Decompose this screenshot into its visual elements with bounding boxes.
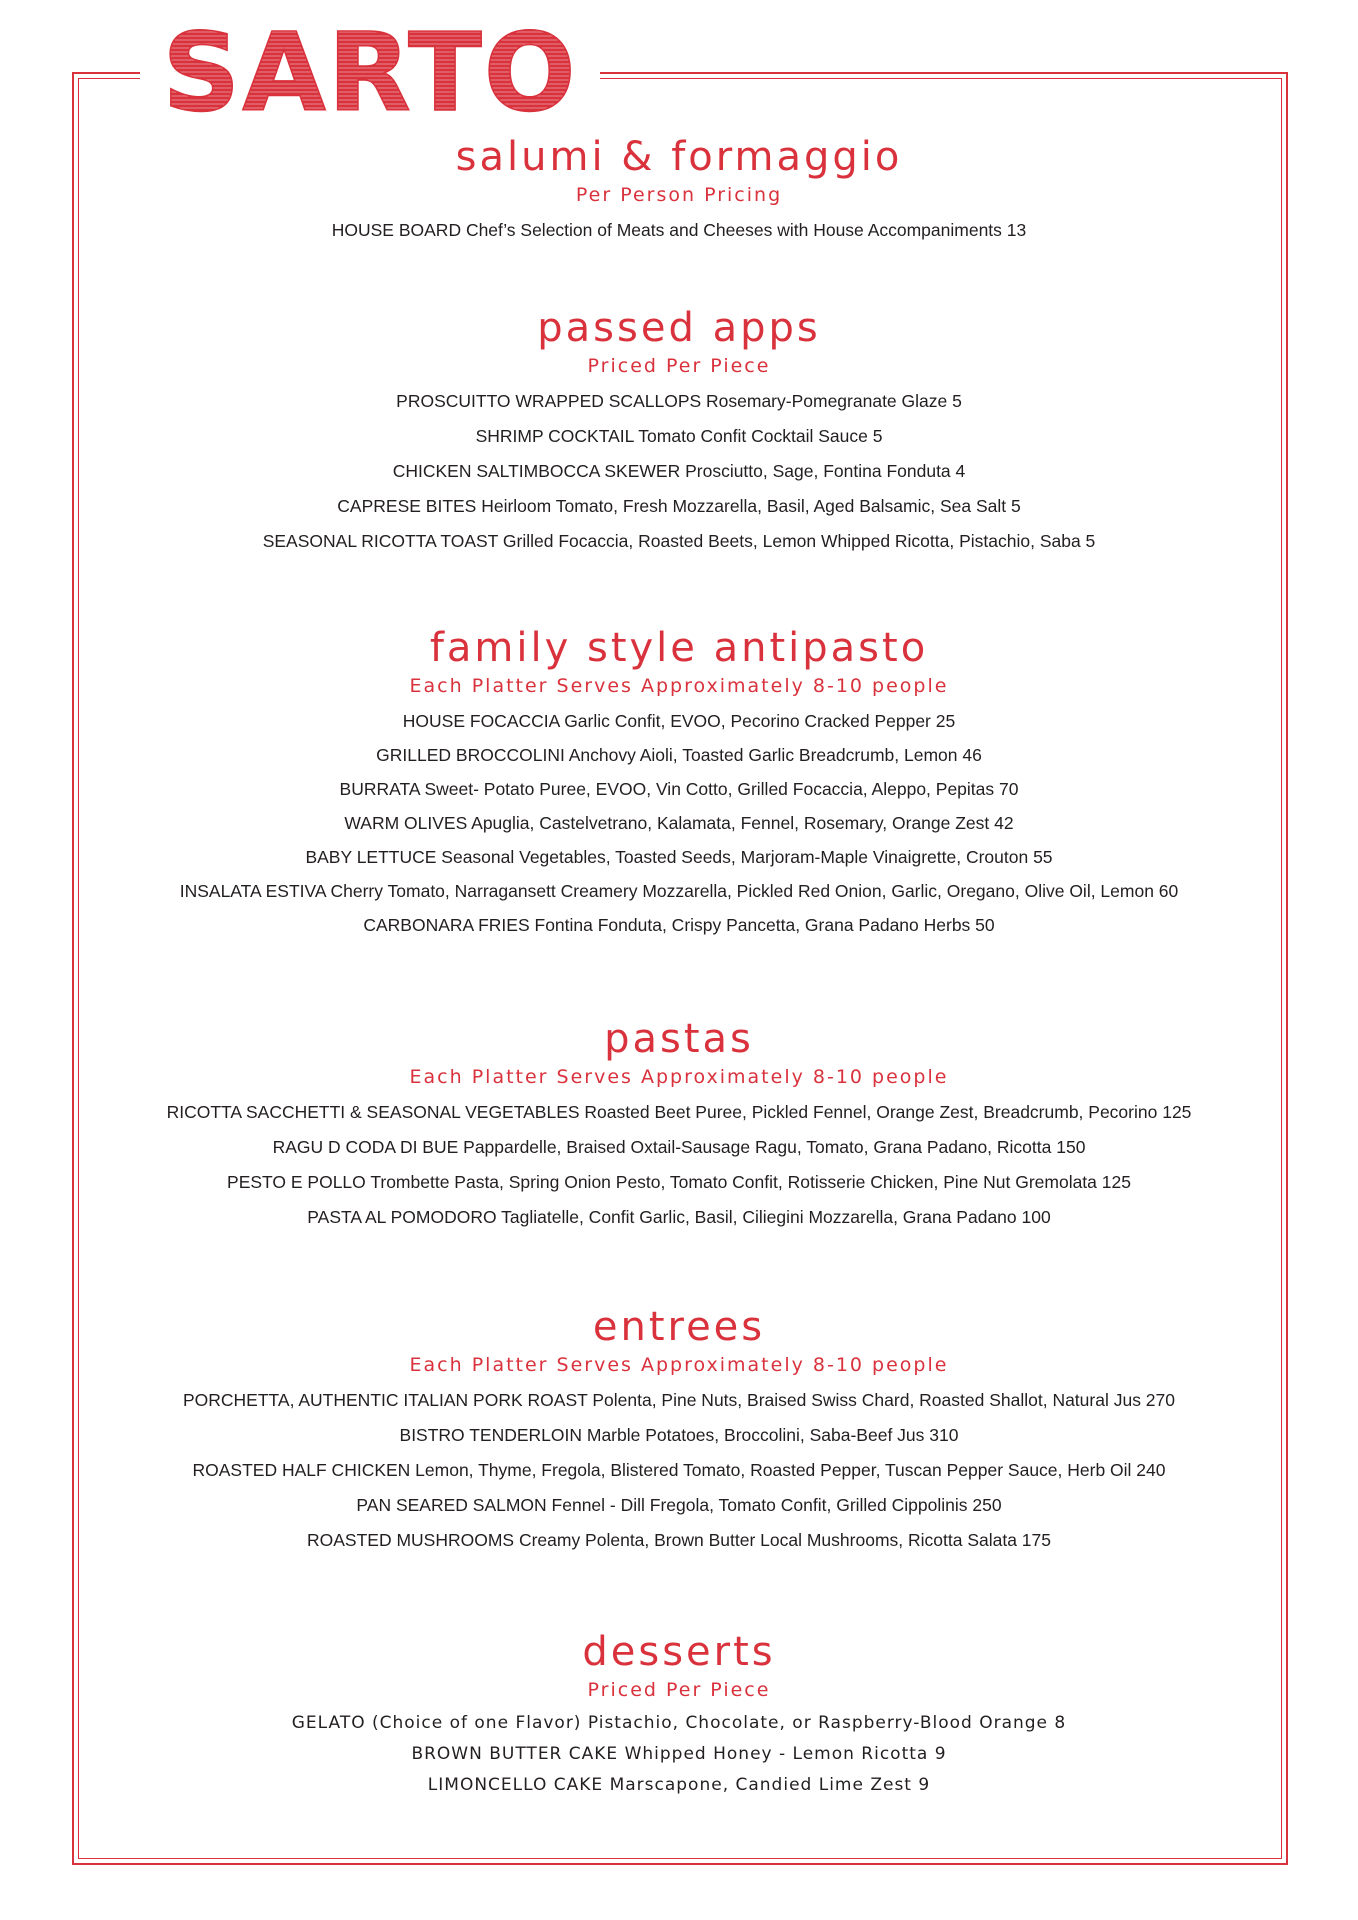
section-title: family style antipasto	[429, 625, 929, 671]
menu-item: HOUSE BOARD Chef’s Selection of Meats and Cheeses with House Accompaniments 13	[331, 220, 1027, 240]
section-subtitle: Each Platter Serves Approximately 8-10 people	[409, 1066, 949, 1088]
menu-item: SHRIMP COCKTAIL Tomato Confit Cocktail Sauce 5	[475, 426, 883, 446]
section-title: salumi & formaggio	[455, 134, 903, 180]
section-subtitle: Priced Per Piece	[587, 1679, 771, 1701]
menu-item: PORCHETTA, AUTHENTIC ITALIAN PORK ROAST Polenta, Pine Nuts, Braised Swiss Chard, Roasted Shallot, Natural Jus 270	[182, 1390, 1176, 1410]
section-title: passed apps	[537, 305, 821, 351]
menu-item: BISTRO TENDERLOIN Marble Potatoes, Broccolini, Saba-Beef Jus 310	[399, 1425, 959, 1445]
menu-item: RAGU D CODA DI BUE Pappardelle, Braised Oxtail-Sausage Ragu, Tomato, Grana Padano, Ricotta 150	[272, 1137, 1086, 1157]
menu-item: GRILLED BROCCOLINI Anchovy Aioli, Toasted Garlic Breadcrumb, Lemon 46	[376, 745, 982, 765]
section-subtitle: Each Platter Serves Approximately 8-10 people	[409, 675, 949, 697]
menu-item: HOUSE FOCACCIA Garlic Confit, EVOO, Pecorino Cracked Pepper 25	[402, 711, 956, 731]
menu-item: BROWN BUTTER CAKE Whipped Honey - Lemon Ricotta 9	[411, 1744, 947, 1764]
section-title: desserts	[582, 1629, 776, 1675]
menu-item: RICOTTA SACCHETTI & SEASONAL VEGETABLES Roasted Beet Puree, Pickled Fennel, Orange Zest, Breadcrumb, Pecorino 125	[166, 1102, 1192, 1122]
section-subtitle: Each Platter Serves Approximately 8-10 people	[409, 1354, 949, 1376]
menu-item: PAN SEARED SALMON Fennel - Dill Fregola, Tomato Confit, Grilled Cippolinis 250	[356, 1495, 1002, 1515]
section-family-style-antipasto	[90, 624, 1268, 942]
section-subtitle: Priced Per Piece	[587, 355, 771, 377]
menu-item: CAPRESE BITES Heirloom Tomato, Fresh Mozzarella, Basil, Aged Balsamic, Sea Salt 5	[337, 496, 1021, 516]
menu-item: PASTA AL POMODORO Tagliatelle, Confit Garlic, Basil, Ciliegini Mozzarella, Grana Padano 100	[307, 1207, 1051, 1227]
menu-item: BURRATA Sweet- Potato Puree, EVOO, Vin Cotto, Grilled Focaccia, Aleppo, Pepitas 70	[339, 779, 1019, 799]
menu-item: PROSCUITTO WRAPPED SCALLOPS Rosemary-Pomegranate Glaze 5	[396, 391, 962, 411]
section-desserts	[90, 1628, 1268, 1801]
menu-item: GELATO (Choice of one Flavor) Pistachio, Chocolate, or Raspberry-Blood Orange 8	[291, 1713, 1067, 1733]
menu-item: SEASONAL RICOTTA TOAST Grilled Focaccia, Roasted Beets, Lemon Whipped Ricotta, Pistachio, Saba 5	[262, 531, 1096, 551]
logo-text: SARTO	[162, 11, 578, 130]
section-entrees	[90, 1303, 1268, 1558]
section-title: pastas	[604, 1016, 754, 1062]
section-salumi-formaggio	[90, 133, 1268, 248]
menu-item: ROASTED HALF CHICKEN Lemon, Thyme, Fregola, Blistered Tomato, Roasted Pepper, Tuscan Pepper Sauce, Herb Oil 240	[192, 1460, 1166, 1480]
menu-item: BABY LETTUCE Seasonal Vegetables, Toasted Seeds, Marjoram-Maple Vinaigrette, Crouton 55	[305, 847, 1053, 867]
menu-item: CHICKEN SALTIMBOCCA SKEWER Prosciutto, Sage, Fontina Fonduta 4	[392, 461, 966, 481]
sarto-logo	[160, 10, 580, 130]
menu-item: PESTO E POLLO Trombette Pasta, Spring Onion Pesto, Tomato Confit, Rotisserie Chicken, Pine Nut Gremolata 125	[227, 1172, 1131, 1192]
menu-item: WARM OLIVES Apuglia, Castelvetrano, Kalamata, Fennel, Rosemary, Orange Zest 42	[344, 813, 1014, 833]
menu-item: ROASTED MUSHROOMS Creamy Polenta, Brown Butter Local Mushrooms, Ricotta Salata 175	[306, 1530, 1051, 1550]
menu-item: INSALATA ESTIVA Cherry Tomato, Narragansett Creamery Mozzarella, Pickled Red Onion, Garlic, Oregano, Olive Oil, Lemon 60	[179, 881, 1179, 901]
menu-item: LIMONCELLO CAKE Marscapone, Candied Lime Zest 9	[427, 1775, 931, 1795]
section-title: entrees	[592, 1304, 766, 1350]
menu-item: CARBONARA FRIES Fontina Fonduta, Crispy Pancetta, Grana Padano Herbs 50	[363, 915, 995, 935]
section-passed-apps	[90, 304, 1268, 559]
section-pastas	[90, 1015, 1268, 1235]
section-subtitle: Per Person Pricing	[575, 184, 783, 206]
